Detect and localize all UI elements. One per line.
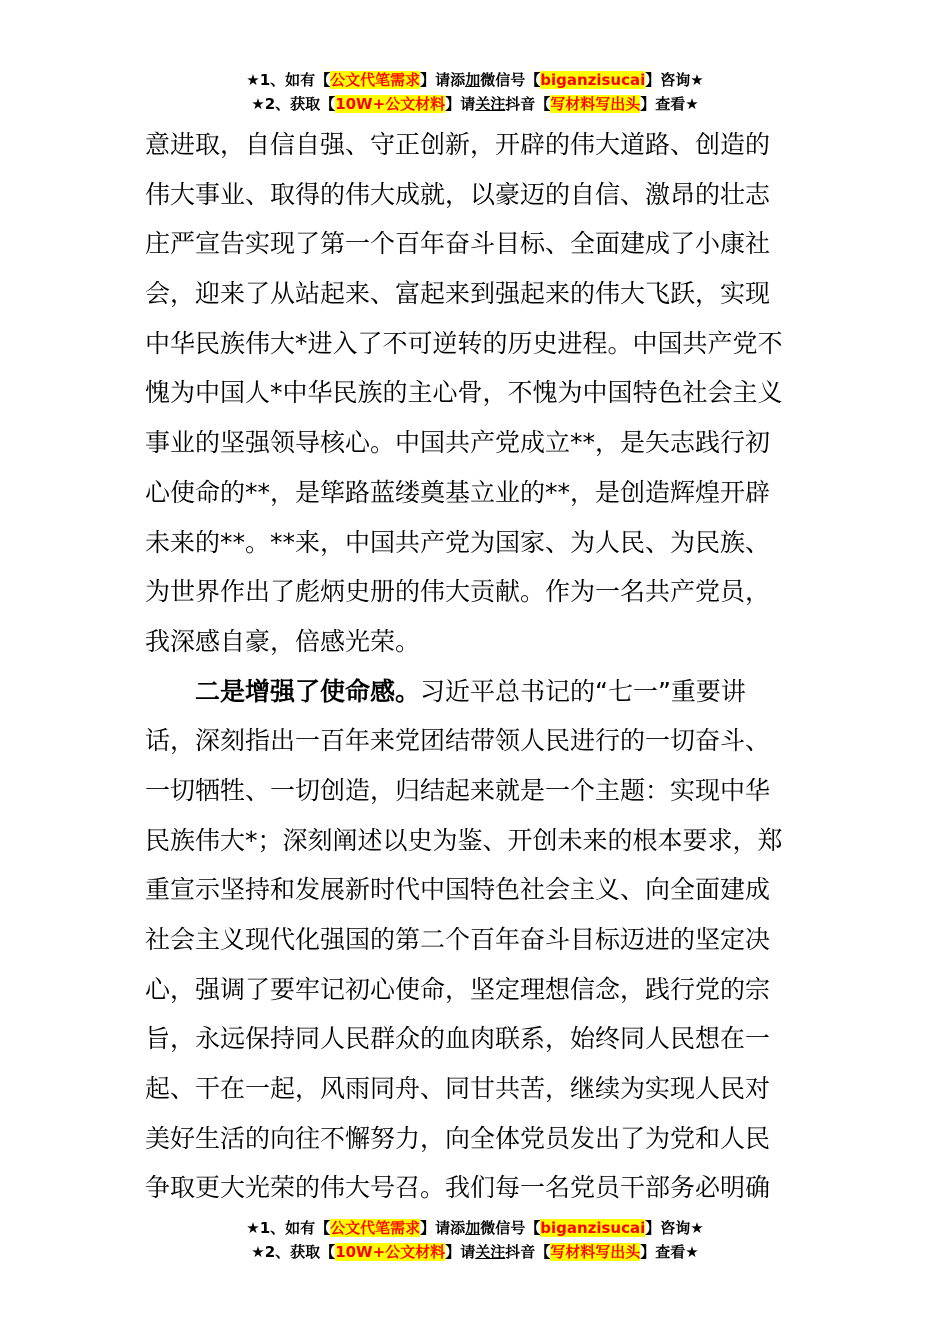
paragraph-line: 民族伟大*；深刻阐述以史为鉴、开创未来的根本要求，郑 <box>145 825 783 855</box>
paragraph-text: 习近平总书记的“七一”重要讲 <box>420 676 746 706</box>
banner-text: 】查看★ <box>640 95 699 113</box>
paragraph-line: 事业的坚强领导核心。中国共产党成立**，是矢志践行初 <box>145 428 771 458</box>
paragraph-line: 愧为中国人*中华民族的主心骨，不愧为中国特色社会主义 <box>145 378 783 408</box>
banner-underline: 加 <box>465 71 481 89</box>
banner-text: 】咨询★ <box>645 71 704 89</box>
banner-text: 】咨询★ <box>645 1219 704 1237</box>
banner-highlight: 写材料写出头 <box>550 1243 641 1261</box>
paragraph-line: 我深感自豪，倍感光荣。 <box>145 626 421 656</box>
banner-text: 】请 <box>445 95 476 113</box>
paragraph-line: 重宣示坚持和发展新时代中国特色社会主义、向全面建成 <box>145 875 771 905</box>
banner-highlight: 公文代笔需求 <box>330 71 421 89</box>
banner-underline: 加 <box>465 1219 481 1237</box>
paragraph-line: 心，强调了要牢记初心使命，坚定理想信念，践行党的宗 <box>145 974 771 1004</box>
banner-line-1 <box>0 1216 950 1240</box>
banner-line-2 <box>0 92 950 116</box>
banner-text: 】请 <box>445 1243 476 1261</box>
banner-line-1 <box>0 68 950 92</box>
banner-highlight: biganzisucai <box>540 1219 646 1237</box>
banner-text: ★2、获取【 <box>251 1243 336 1261</box>
banner-highlight: biganzisucai <box>540 71 646 89</box>
paragraph-line: 意进取，自信自强、守正创新，开辟的伟大道路、创造的 <box>145 130 771 159</box>
paragraph-line: 未来的**。**来，中国共产党为国家、为人民、为民族、 <box>145 527 771 557</box>
banner-text: ★1、如有【 <box>246 71 331 89</box>
paragraph-line: 伟大事业、取得的伟大成就，以豪迈的自信、激昂的壮志 <box>145 179 771 209</box>
banner-line-2 <box>0 1240 950 1264</box>
paragraph-line: 庄严宣告实现了第一个百年奋斗目标、全面建成了小康社 <box>145 229 771 259</box>
banner-text: 】查看★ <box>640 1243 699 1261</box>
paragraph-line: 争取更大光荣的伟大号召。我们每一名党员干部务必明确 <box>145 1173 771 1203</box>
paragraph-line: 社会主义现代化强国的第二个百年奋斗目标迈进的坚定决 <box>145 925 771 954</box>
paragraph-line: 心使命的**，是筚路蓝缕奠基立业的**，是创造辉煌开辟 <box>145 477 771 507</box>
banner-highlight: 10W+公文材料 <box>335 95 446 113</box>
paragraph-line: 中华民族伟大*进入了不可逆转的历史进程。中国共产党不 <box>145 328 783 358</box>
paragraph-line: 美好生活的向往不懈努力，向全体党员发出了为党和人民 <box>145 1123 771 1153</box>
paragraph-first-line <box>145 667 810 717</box>
banner-text: 微信号【 <box>480 71 541 89</box>
header-banner <box>0 68 950 116</box>
banner-underline: 关注 <box>475 95 506 113</box>
footer-banner <box>0 1216 950 1264</box>
banner-text: 微信号【 <box>480 1219 541 1237</box>
banner-underline: 关注 <box>475 1243 506 1261</box>
banner-text: ★1、如有【 <box>246 1219 331 1237</box>
banner-highlight: 写材料写出头 <box>550 95 641 113</box>
banner-text: ★2、获取【 <box>251 95 336 113</box>
banner-text: 】请添 <box>420 71 466 89</box>
document-body <box>145 120 810 1213</box>
banner-text: 抖音【 <box>505 1243 551 1261</box>
paragraph-line: 话，深刻指出一百年来党团结带领人民进行的一切奋斗、 <box>145 726 771 756</box>
paragraph-line: 起、干在一起，风雨同舟、同甘共苦，继续为实现人民对 <box>145 1074 771 1104</box>
banner-text: 抖音【 <box>505 95 551 113</box>
banner-highlight: 公文代笔需求 <box>330 1219 421 1237</box>
paragraph-line: 旨，永远保持同人民群众的血肉联系，始终同人民想在一 <box>145 1024 771 1054</box>
paragraph-line: 为世界作出了彪炳史册的伟大贡献。作为一名共产党员， <box>145 577 771 607</box>
banner-text: 】请添 <box>420 1219 466 1237</box>
paragraph-line: 会，迎来了从站起来、富起来到强起来的伟大飞跃，实现 <box>145 279 771 309</box>
section-heading: 二是增强了使命感。 <box>195 676 421 706</box>
banner-highlight: 10W+公文材料 <box>335 1243 446 1261</box>
paragraph-line: 一切牺牲、一切创造，归结起来就是一个主题：实现中华 <box>145 775 771 805</box>
